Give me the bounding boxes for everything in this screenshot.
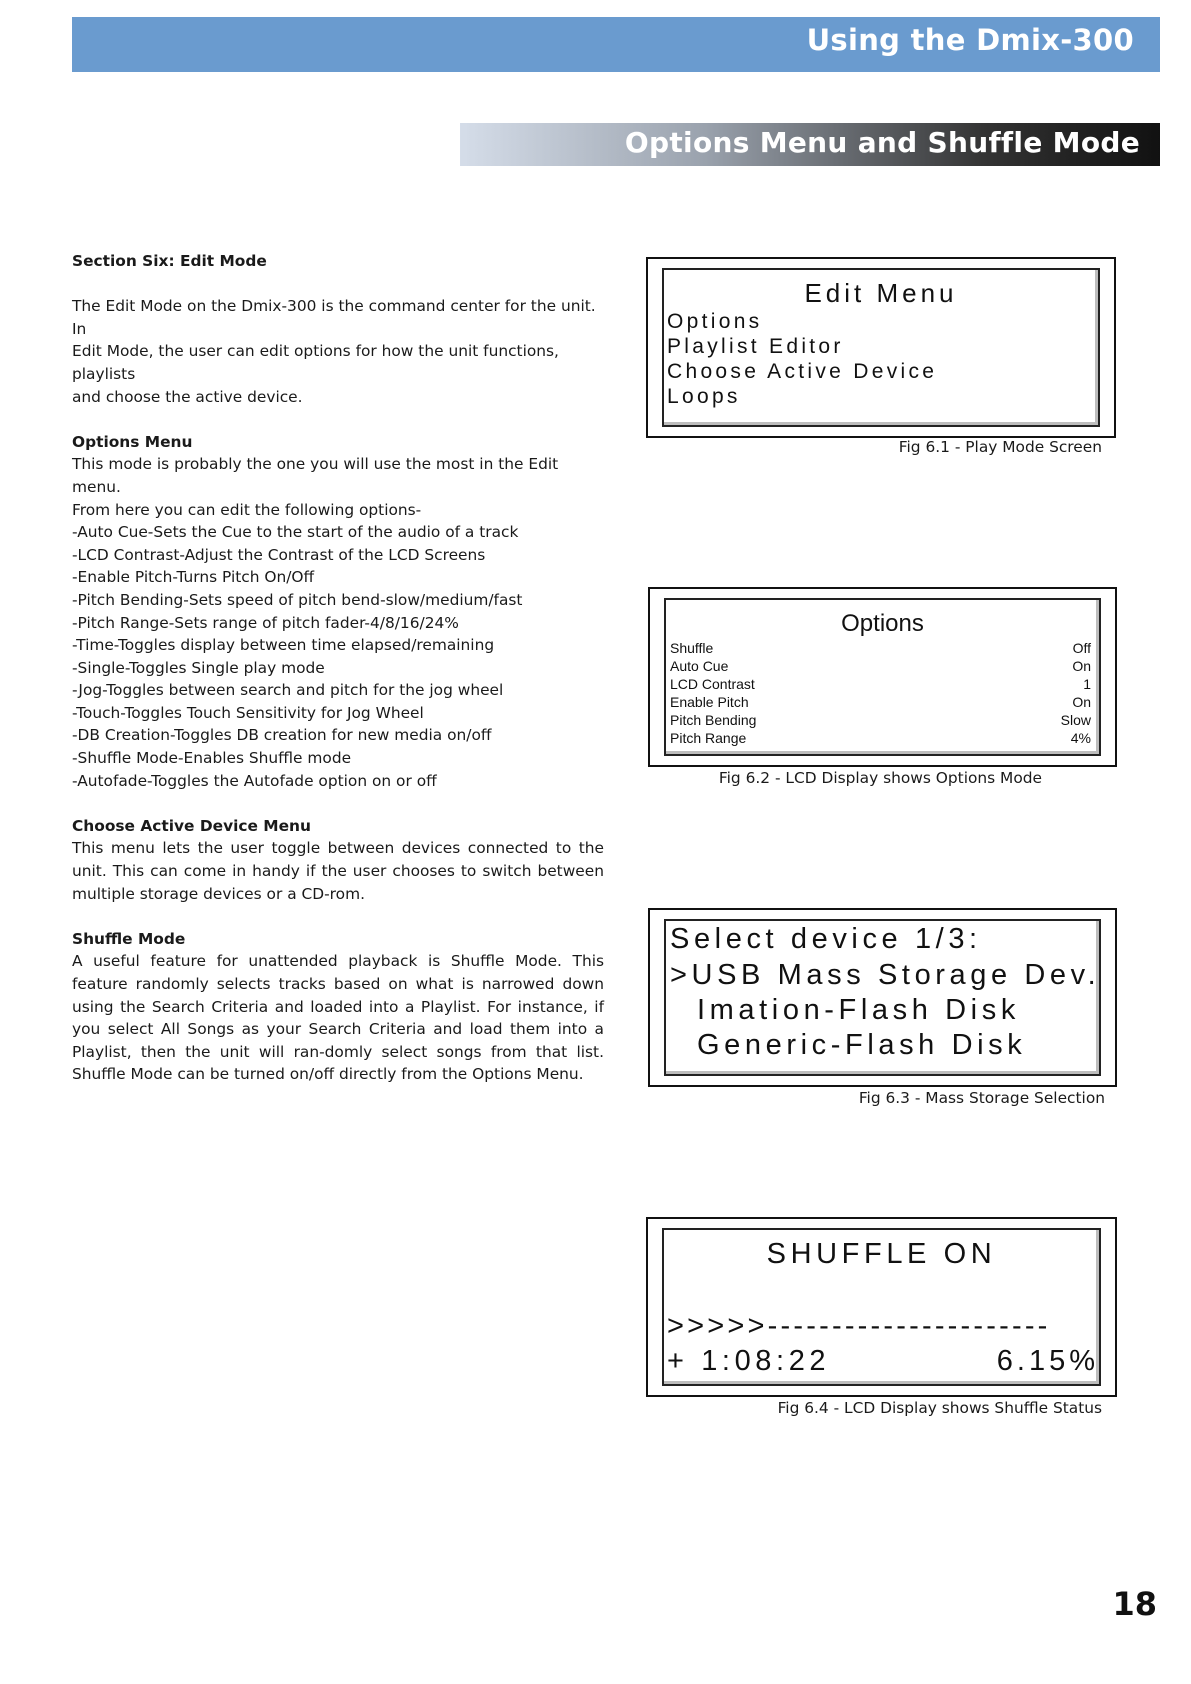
lcd-option-row: [670, 712, 1091, 730]
option-list-item: -Touch-Toggles Touch Sensitivity for Jog Wheel: [72, 703, 424, 722]
section-heading: Section Six: Edit Mode: [72, 252, 267, 270]
device-paragraph: This menu lets the user toggle between devices connected to the unit. This can come in handy if the user chooses to switch between multiple storage devices or a CD-rom.: [72, 839, 604, 903]
lcd-title: SHUFFLE ON: [766, 1238, 997, 1270]
options-heading: Options Menu: [72, 432, 193, 451]
lcd-edit-menu-figure: [646, 257, 1116, 438]
option-list-item: -Jog-Toggles between search and pitch for the jog wheel: [72, 681, 504, 700]
lcd-progress-line: >>>>>----------------------: [667, 1310, 1051, 1342]
page-header-title: Using the Dmix-300: [806, 23, 1134, 57]
page-number: 18: [1112, 1585, 1157, 1623]
option-label: Auto Cue: [670, 658, 729, 674]
lcd-pitch: 6.15%: [996, 1345, 1099, 1377]
section-title: Options Menu and Shuffle Mode: [624, 126, 1140, 159]
lcd-option-row: [670, 658, 1091, 676]
shuffle-section: [72, 928, 604, 1086]
figure-caption: Fig 6.2 - LCD Display shows Options Mode: [718, 769, 1042, 787]
shuffle-paragraph: A useful feature for unattended playback is Shuffle Mode. This feature randomly selects tracks based on what is narrowed down using the Search Criteria and loaded into a Playlist. For instance, if you select All Songs as your Search Criteria and load them into a Playlist, then the unit will ran-domly select songs from that list. Shuffle Mode can be turned on/off directly from the Options Menu.: [72, 952, 604, 1084]
lcd-title: Edit Menu: [804, 278, 958, 308]
option-value: Slow: [1060, 712, 1091, 728]
lcd-line: Select device 1/3:: [670, 923, 982, 955]
lcd-screen: [662, 268, 1100, 427]
lcd-menu-item: Options: [667, 310, 763, 333]
figure-caption: Fig 6.4 - LCD Display shows Shuffle Status: [777, 1399, 1102, 1417]
text-line: Edit Mode, the user can edit options for how the unit functions, playlists: [72, 342, 559, 383]
device-heading: Choose Active Device Menu: [72, 816, 311, 835]
section-title-bar: [460, 123, 1160, 166]
lcd-device-select-figure: [648, 908, 1117, 1087]
option-value: 1: [1083, 676, 1091, 692]
option-label: Pitch Bending: [670, 712, 757, 728]
lcd-selected-device: >USB Mass Storage Dev.: [670, 959, 1101, 991]
lcd-screen: [662, 1228, 1101, 1386]
lcd-option-row: [670, 694, 1091, 712]
option-value: 4%: [1070, 730, 1091, 746]
lcd-menu-item: Playlist Editor: [667, 335, 844, 358]
lcd-shuffle-status-figure: [646, 1217, 1117, 1397]
lcd-device-option: Generic-Flash Disk: [697, 1029, 1027, 1061]
text-line: This mode is probably the one you will use the most in the Edit menu.: [72, 455, 559, 496]
figure-caption: Fig 6.3 - Mass Storage Selection: [858, 1089, 1105, 1107]
option-value: On: [1072, 694, 1091, 710]
lcd-screen: [664, 919, 1101, 1076]
lcd-device-option: Imation-Flash Disk: [697, 994, 1020, 1026]
option-label: LCD Contrast: [670, 676, 755, 692]
lcd-menu-item: Loops: [667, 385, 741, 408]
option-list-item: -Enable Pitch-Turns Pitch On/Off: [72, 568, 315, 587]
intro-paragraph: [72, 295, 604, 408]
figure-caption: Fig 6.1 - Play Mode Screen: [898, 438, 1102, 456]
option-label: Enable Pitch: [670, 694, 749, 710]
option-label: Pitch Range: [670, 730, 747, 746]
lcd-screen: [664, 598, 1101, 756]
lcd-options-figure: [648, 587, 1117, 767]
option-list-item: -Single-Toggles Single play mode: [72, 658, 325, 677]
lcd-menu-item: Choose Active Device: [667, 360, 938, 383]
lcd-title: Options: [841, 610, 924, 637]
lcd-option-row: [670, 676, 1091, 694]
option-label: Shuffle: [670, 640, 714, 656]
body-text-column: [72, 250, 604, 1109]
lcd-option-row: [670, 730, 1091, 748]
text-line: From here you can edit the following options-: [72, 500, 422, 519]
option-list-item: -Pitch Bending-Sets speed of pitch bend-slow/medium/fast: [72, 590, 523, 609]
header-bar: [72, 17, 1160, 72]
option-list-item: -Time-Toggles display between time elapsed/remaining: [72, 636, 495, 655]
option-list-item: -DB Creation-Toggles DB creation for new media on/off: [72, 726, 492, 745]
device-section: [72, 815, 604, 905]
option-value: On: [1072, 658, 1091, 674]
options-section: [72, 431, 604, 793]
option-list-item: -Pitch Range-Sets range of pitch fader-4/8/16/24%: [72, 613, 459, 632]
option-list-item: -Autofade-Toggles the Autofade option on or off: [72, 771, 437, 790]
text-line: The Edit Mode on the Dmix-300 is the command center for the unit. In: [72, 297, 596, 338]
lcd-option-row: [670, 640, 1091, 658]
shuffle-heading: Shuffle Mode: [72, 929, 186, 948]
option-list-item: -LCD Contrast-Adjust the Contrast of the LCD Screens: [72, 545, 486, 564]
lcd-time: + 1:08:22: [667, 1345, 831, 1377]
text-line: and choose the active device.: [72, 387, 303, 406]
option-list-item: -Shuffle Mode-Enables Shuffle mode: [72, 749, 352, 768]
option-list-item: -Auto Cue-Sets the Cue to the start of the audio of a track: [72, 523, 519, 542]
option-value: Off: [1072, 640, 1091, 656]
